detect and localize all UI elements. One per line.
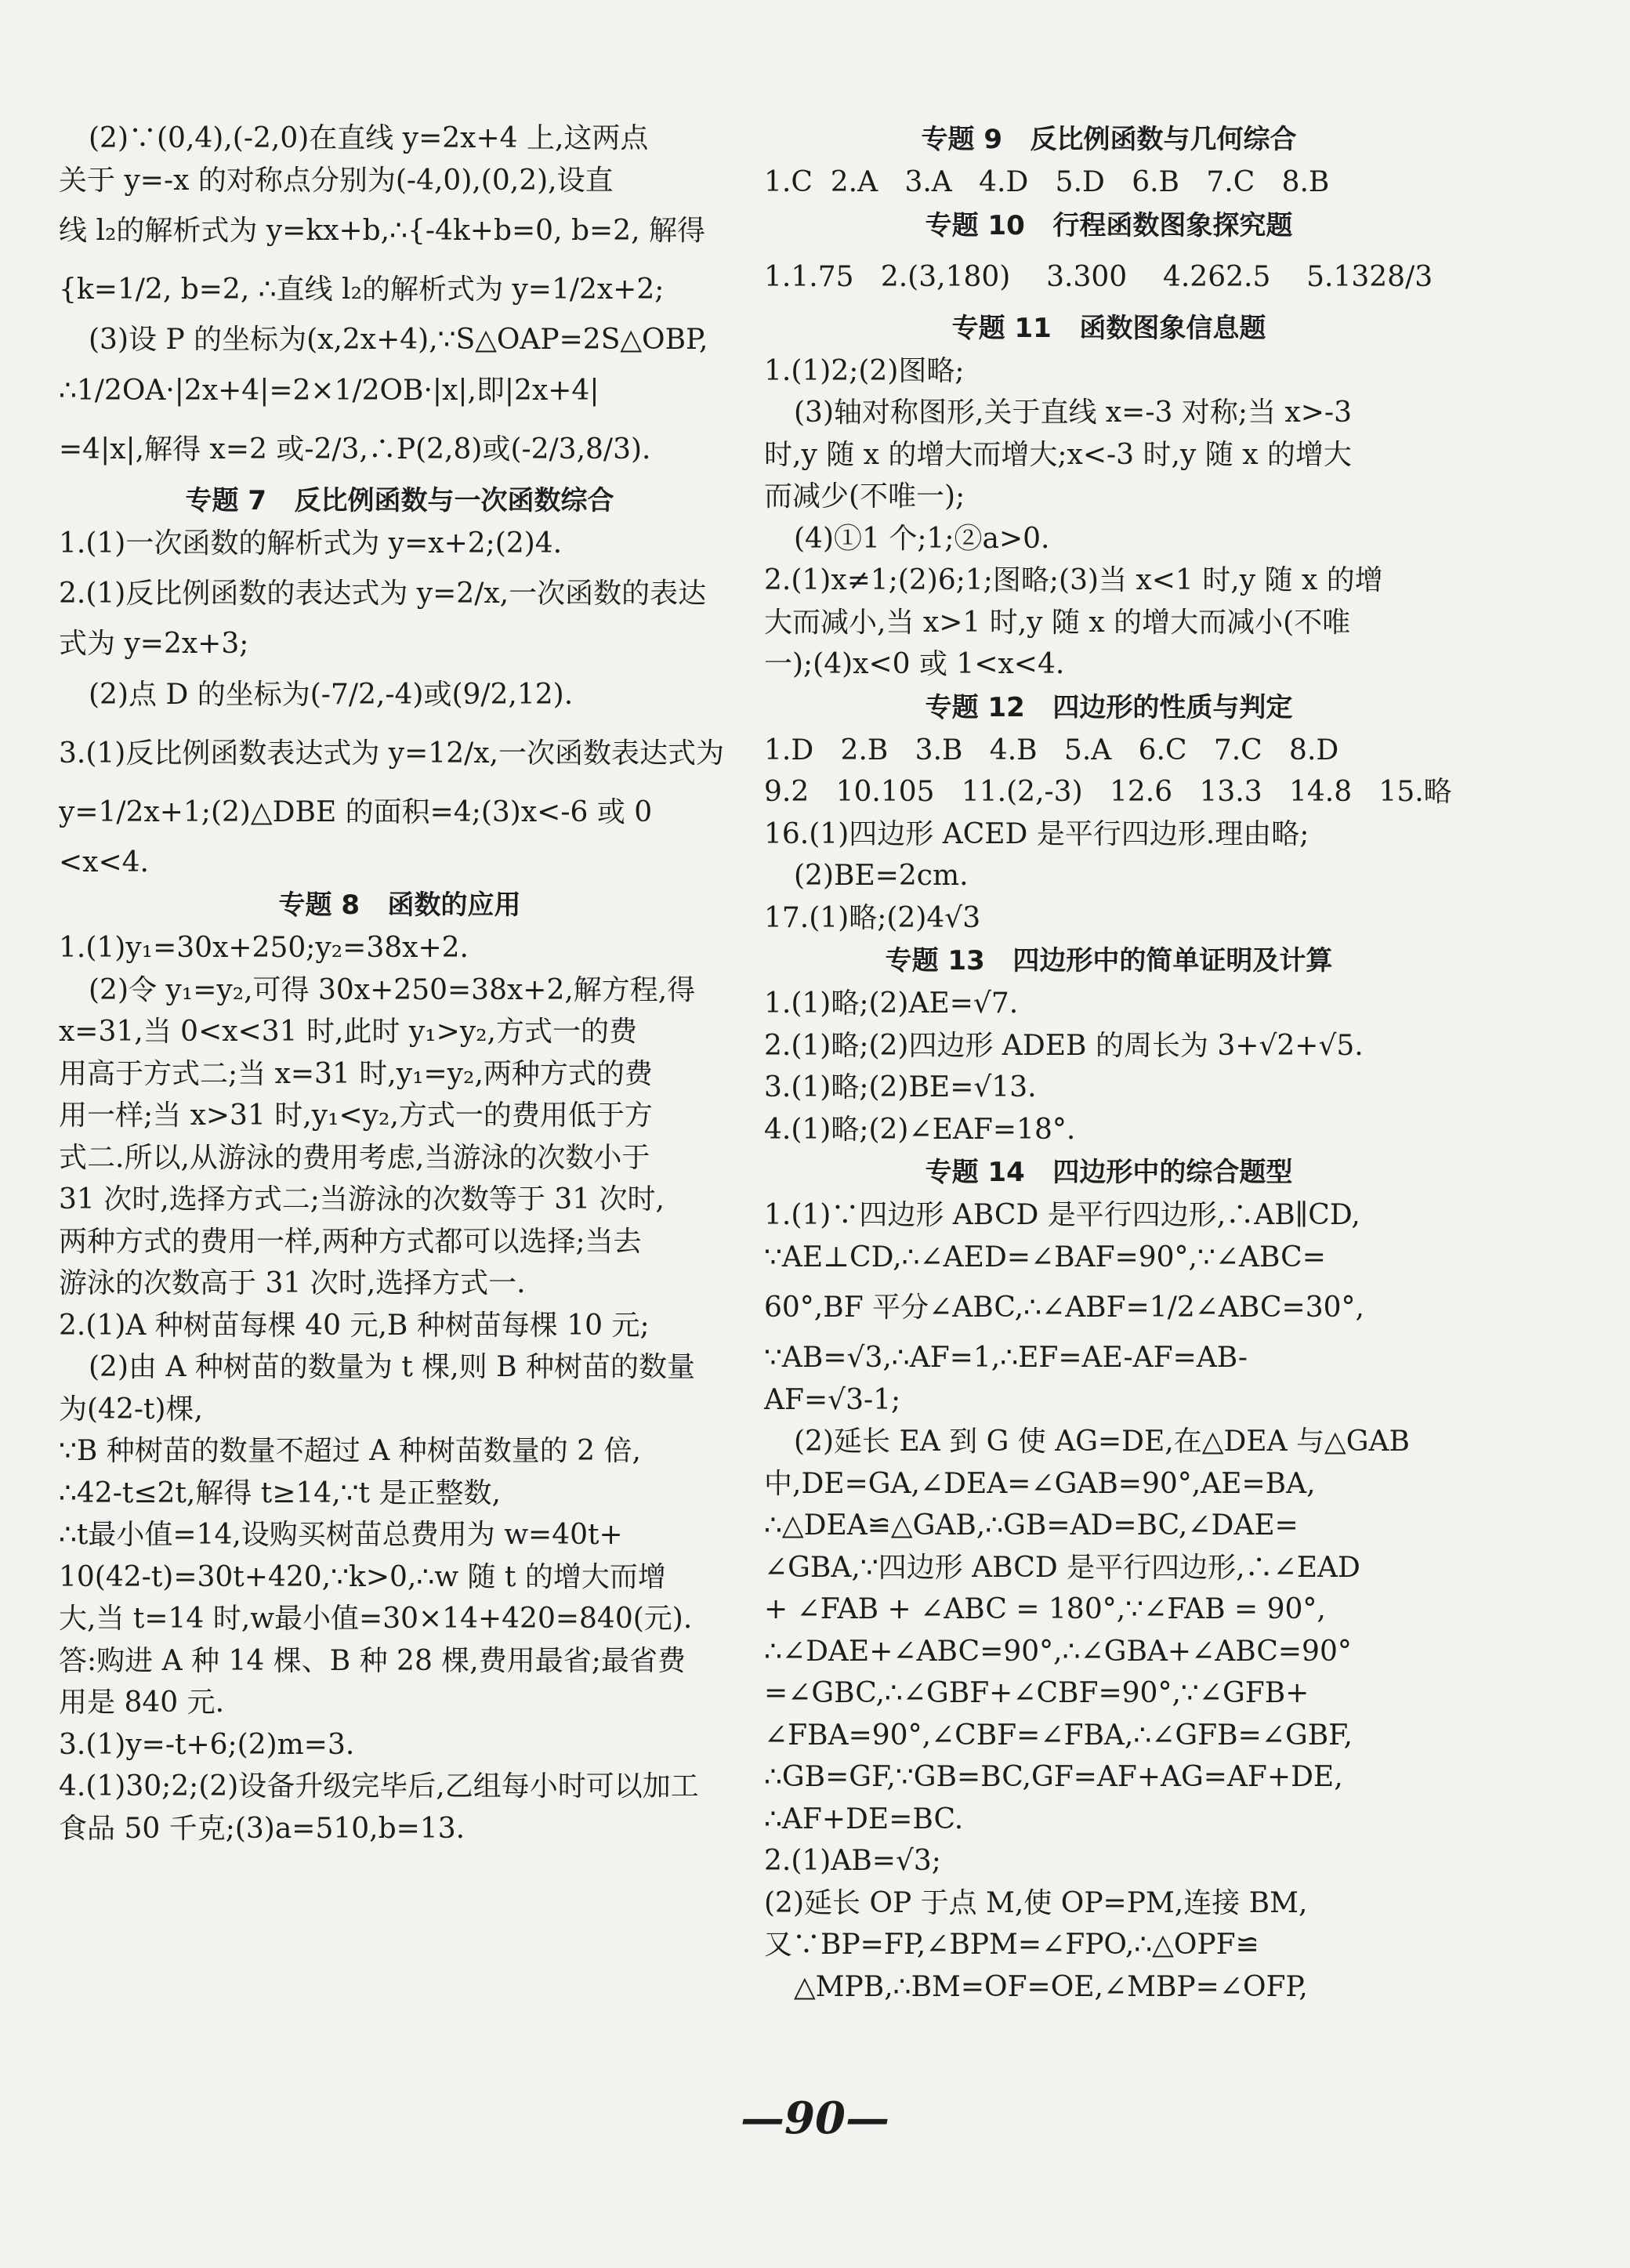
answer-line: 大,当 t=14 时,w最小值=30×14+420=840(元). bbox=[59, 1603, 693, 1635]
answer-line: (2)延长 EA 到 G 使 AG=DE,在△DEA 与△GAB bbox=[794, 1426, 1410, 1458]
section-heading: 专题 9 反比例函数与几何综合 bbox=[921, 124, 1297, 155]
answer-line: ∴t最小值=14,设购买树苗总费用为 w=40t+ bbox=[59, 1519, 623, 1551]
section-heading: 专题 13 四边形中的简单证明及计算 bbox=[885, 945, 1333, 976]
answer-line: 60°,BF 平分∠ABC,∴∠ABF=1/2∠ABC=30°, bbox=[764, 1292, 1364, 1324]
answer-line: (2)BE=2cm. bbox=[794, 860, 969, 892]
answer-line: 2.(1)A 种树苗每棵 40 元,B 种树苗每棵 10 元; bbox=[59, 1309, 650, 1342]
answer-line: ∠GBA,∵四边形 ABCD 是平行四边形,∴∠EAD bbox=[764, 1551, 1360, 1584]
answer-line: ∵AE⊥CD,∴∠AED=∠BAF=90°,∵∠ABC= bbox=[764, 1241, 1326, 1273]
answer-line: 式二.所以,从游泳的费用考虑,当游泳的次数小于 bbox=[59, 1141, 650, 1174]
answer-line: 9.2 10.105 11.(2,-3) 12.6 13.3 14.8 15.略 bbox=[764, 776, 1452, 808]
right-column bbox=[764, 118, 1454, 2008]
section-heading: 专题 12 四边形的性质与判定 bbox=[925, 691, 1293, 723]
answer-line: 用一样;当 x>31 时,y₁<y₂,方式一的费用低于方 bbox=[59, 1100, 653, 1132]
answer-line: 1.(1)略;(2)AE=√7. bbox=[764, 987, 1019, 1020]
answer-line: 大而减小,当 x>1 时,y 随 x 的增大而减小(不唯 bbox=[764, 606, 1351, 639]
answer-line: 为(42-t)棵, bbox=[59, 1393, 203, 1426]
section-heading: 专题 8 函数的应用 bbox=[278, 889, 521, 921]
answer-line: 3.(1)反比例函数表达式为 y=12/x,一次函数表达式为 bbox=[59, 737, 724, 770]
answer-line: =∠GBC,∴∠GBF+∠CBF=90°,∵∠GFB+ bbox=[764, 1677, 1309, 1709]
answer-line: ∴△DEA≌△GAB,∴GB=AD=BC,∠DAE= bbox=[764, 1509, 1299, 1542]
answer-line: 4.(1)略;(2)∠EAF=18°. bbox=[764, 1113, 1076, 1146]
answer-line: 食品 50 千克;(3)a=510,b=13. bbox=[59, 1812, 465, 1845]
answer-line: ∴AF+DE=BC. bbox=[764, 1802, 964, 1835]
answer-line: {k=1/2, b=2, ∴直线 l₂的解析式为 y=1/2x+2; bbox=[59, 274, 665, 306]
answer-line: AF=√3-1; bbox=[764, 1383, 901, 1416]
answer-line: (3)设 P 的坐标为(x,2x+4),∵S△OAP=2S△OBP, bbox=[89, 324, 708, 356]
answer-line: 用高于方式二;当 x=31 时,y₁=y₂,两种方式的费 bbox=[59, 1057, 653, 1090]
answer-line: 答:购进 A 种 14 棵、B 种 28 棵,费用最省;最省费 bbox=[59, 1644, 686, 1677]
section-heading: 专题 11 函数图象信息题 bbox=[951, 312, 1266, 344]
answer-line: ∴42-t≤2t,解得 t≥14,∵t 是正整数, bbox=[59, 1476, 501, 1509]
answer-line: 关于 y=-x 的对称点分别为(-4,0),(0,2),设直 bbox=[59, 164, 614, 197]
answer-line: (4)①1 个;1;②a>0. bbox=[794, 522, 1050, 555]
answer-line: ∠FBA=90°,∠CBF=∠FBA,∴∠GFB=∠GBF, bbox=[764, 1719, 1353, 1752]
answer-line: 线 l₂的解析式为 y=kx+b,∴{-4k+b=0, b=2, 解得 bbox=[59, 215, 705, 247]
answer-line: ∵B 种树苗的数量不超过 A 种树苗数量的 2 倍, bbox=[59, 1435, 641, 1467]
answer-line: (2)延长 OP 于点 M,使 OP=PM,连接 BM, bbox=[764, 1886, 1308, 1919]
answer-line: (2)∵(0,4),(-2,0)在直线 y=2x+4 上,这两点 bbox=[89, 122, 649, 154]
answer-line: 游泳的次数高于 31 次时,选择方式一. bbox=[59, 1267, 526, 1299]
answer-line: 而减少(不唯一); bbox=[764, 480, 965, 513]
section-heading: 专题 7 反比例函数与一次函数综合 bbox=[185, 484, 614, 516]
answer-line: 1.1.75 2.(3,180) 3.300 4.262.5 5.1328/3 bbox=[764, 260, 1433, 293]
section-heading: 专题 10 行程函数图象探究题 bbox=[925, 209, 1293, 241]
answer-line: (2)令 y₁=y₂,可得 30x+250=38x+2,解方程,得 bbox=[89, 973, 696, 1006]
answer-line: y=1/2x+1;(2)△DBE 的面积=4;(3)x<-6 或 0 bbox=[59, 795, 653, 828]
answer-line: 一);(4)x<0 或 1<x<4. bbox=[764, 648, 1065, 680]
answer-line: 4.(1)30;2;(2)设备升级完毕后,乙组每小时可以加工 bbox=[59, 1770, 699, 1802]
answer-line: 3.(1)略;(2)BE=√13. bbox=[764, 1071, 1037, 1103]
answer-line: 又∵BP=FP,∠BPM=∠FPO,∴△OPF≌ bbox=[764, 1929, 1259, 1961]
answer-line: 1.(1)y₁=30x+250;y₂=38x+2. bbox=[59, 932, 469, 964]
answer-line: 用是 840 元. bbox=[59, 1687, 225, 1719]
section-heading: 专题 14 四边形中的综合题型 bbox=[925, 1157, 1293, 1188]
answer-line: ∴GB=GF,∵GB=BC,GF=AF+AG=AF+DE, bbox=[764, 1761, 1343, 1793]
answer-line: 2.(1)AB=√3; bbox=[764, 1845, 941, 1877]
left-column bbox=[59, 118, 741, 1850]
answer-line: 10(42-t)=30t+420,∵k>0,∴w 随 t 的增大而增 bbox=[59, 1560, 666, 1593]
answer-line: 1.(1)一次函数的解析式为 y=x+2;(2)4. bbox=[59, 527, 563, 560]
answer-line: 31 次时,选择方式二;当游泳的次数等于 31 次时, bbox=[59, 1183, 665, 1216]
answer-line: (2)由 A 种树苗的数量为 t 棵,则 B 种树苗的数量 bbox=[89, 1351, 696, 1383]
answer-line: 16.(1)四边形 ACED 是平行四边形.理由略; bbox=[764, 817, 1309, 850]
answer-line: △MPB,∴BM=OF=OE,∠MBP=∠OFP, bbox=[794, 1970, 1308, 2003]
answer-line: 时,y 随 x 的增大而增大;x<-3 时,y 随 x 的增大 bbox=[764, 438, 1352, 471]
answer-line: 3.(1)y=-t+6;(2)m=3. bbox=[59, 1728, 355, 1761]
answer-line: 两种方式的费用一样,两种方式都可以选择;当去 bbox=[59, 1225, 642, 1258]
answer-line: 1.(1)∵四边形 ABCD 是平行四边形,∴AB∥CD, bbox=[764, 1199, 1360, 1231]
answer-line: 中,DE=GA,∠DEA=∠GAB=90°,AE=BA, bbox=[764, 1467, 1316, 1500]
answer-line: x=31,当 0<x<31 时,此时 y₁>y₂,方式一的费 bbox=[59, 1016, 637, 1048]
answer-line: 2.(1)反比例函数的表达式为 y=2/x,一次函数的表达 bbox=[59, 578, 707, 610]
answer-line: ∴∠DAE+∠ABC=90°,∴∠GBA+∠ABC=90° bbox=[764, 1635, 1352, 1668]
answer-line: 式为 y=2x+3; bbox=[59, 628, 249, 660]
answer-line: 17.(1)略;(2)4√3 bbox=[764, 901, 981, 934]
answer-line: <x<4. bbox=[59, 846, 149, 879]
answer-line: 1.(1)2;(2)图略; bbox=[764, 354, 965, 387]
answer-line: ∴1/2OA·|2x+4|=2×1/2OB·|x|,即|2x+4| bbox=[59, 374, 599, 407]
answer-line: + ∠FAB + ∠ABC = 180°,∵∠FAB = 90°, bbox=[764, 1593, 1326, 1625]
answer-line: 2.(1)x≠1;(2)6;1;图略;(3)当 x<1 时,y 随 x 的增 bbox=[764, 564, 1383, 596]
answer-line: =4|x|,解得 x=2 或-2/3,∴P(2,8)或(-2/3,8/3). bbox=[59, 433, 651, 466]
answer-line: 1.C 2.A 3.A 4.D 5.D 6.B 7.C 8.B bbox=[764, 166, 1330, 198]
answer-line: ∵AB=√3,∴AF=1,∴EF=AE-AF=AB- bbox=[764, 1342, 1248, 1374]
answer-line: (2)点 D 的坐标为(-7/2,-4)或(9/2,12). bbox=[89, 678, 574, 711]
answer-line: (3)轴对称图形,关于直线 x=-3 对称;当 x>-3 bbox=[794, 397, 1352, 429]
answer-line: 2.(1)略;(2)四边形 ADEB 的周长为 3+√2+√5. bbox=[764, 1029, 1364, 1062]
answer-line: 1.D 2.B 3.B 4.B 5.A 6.C 7.C 8.D bbox=[764, 734, 1339, 766]
page-number: —90— bbox=[741, 2092, 889, 2144]
